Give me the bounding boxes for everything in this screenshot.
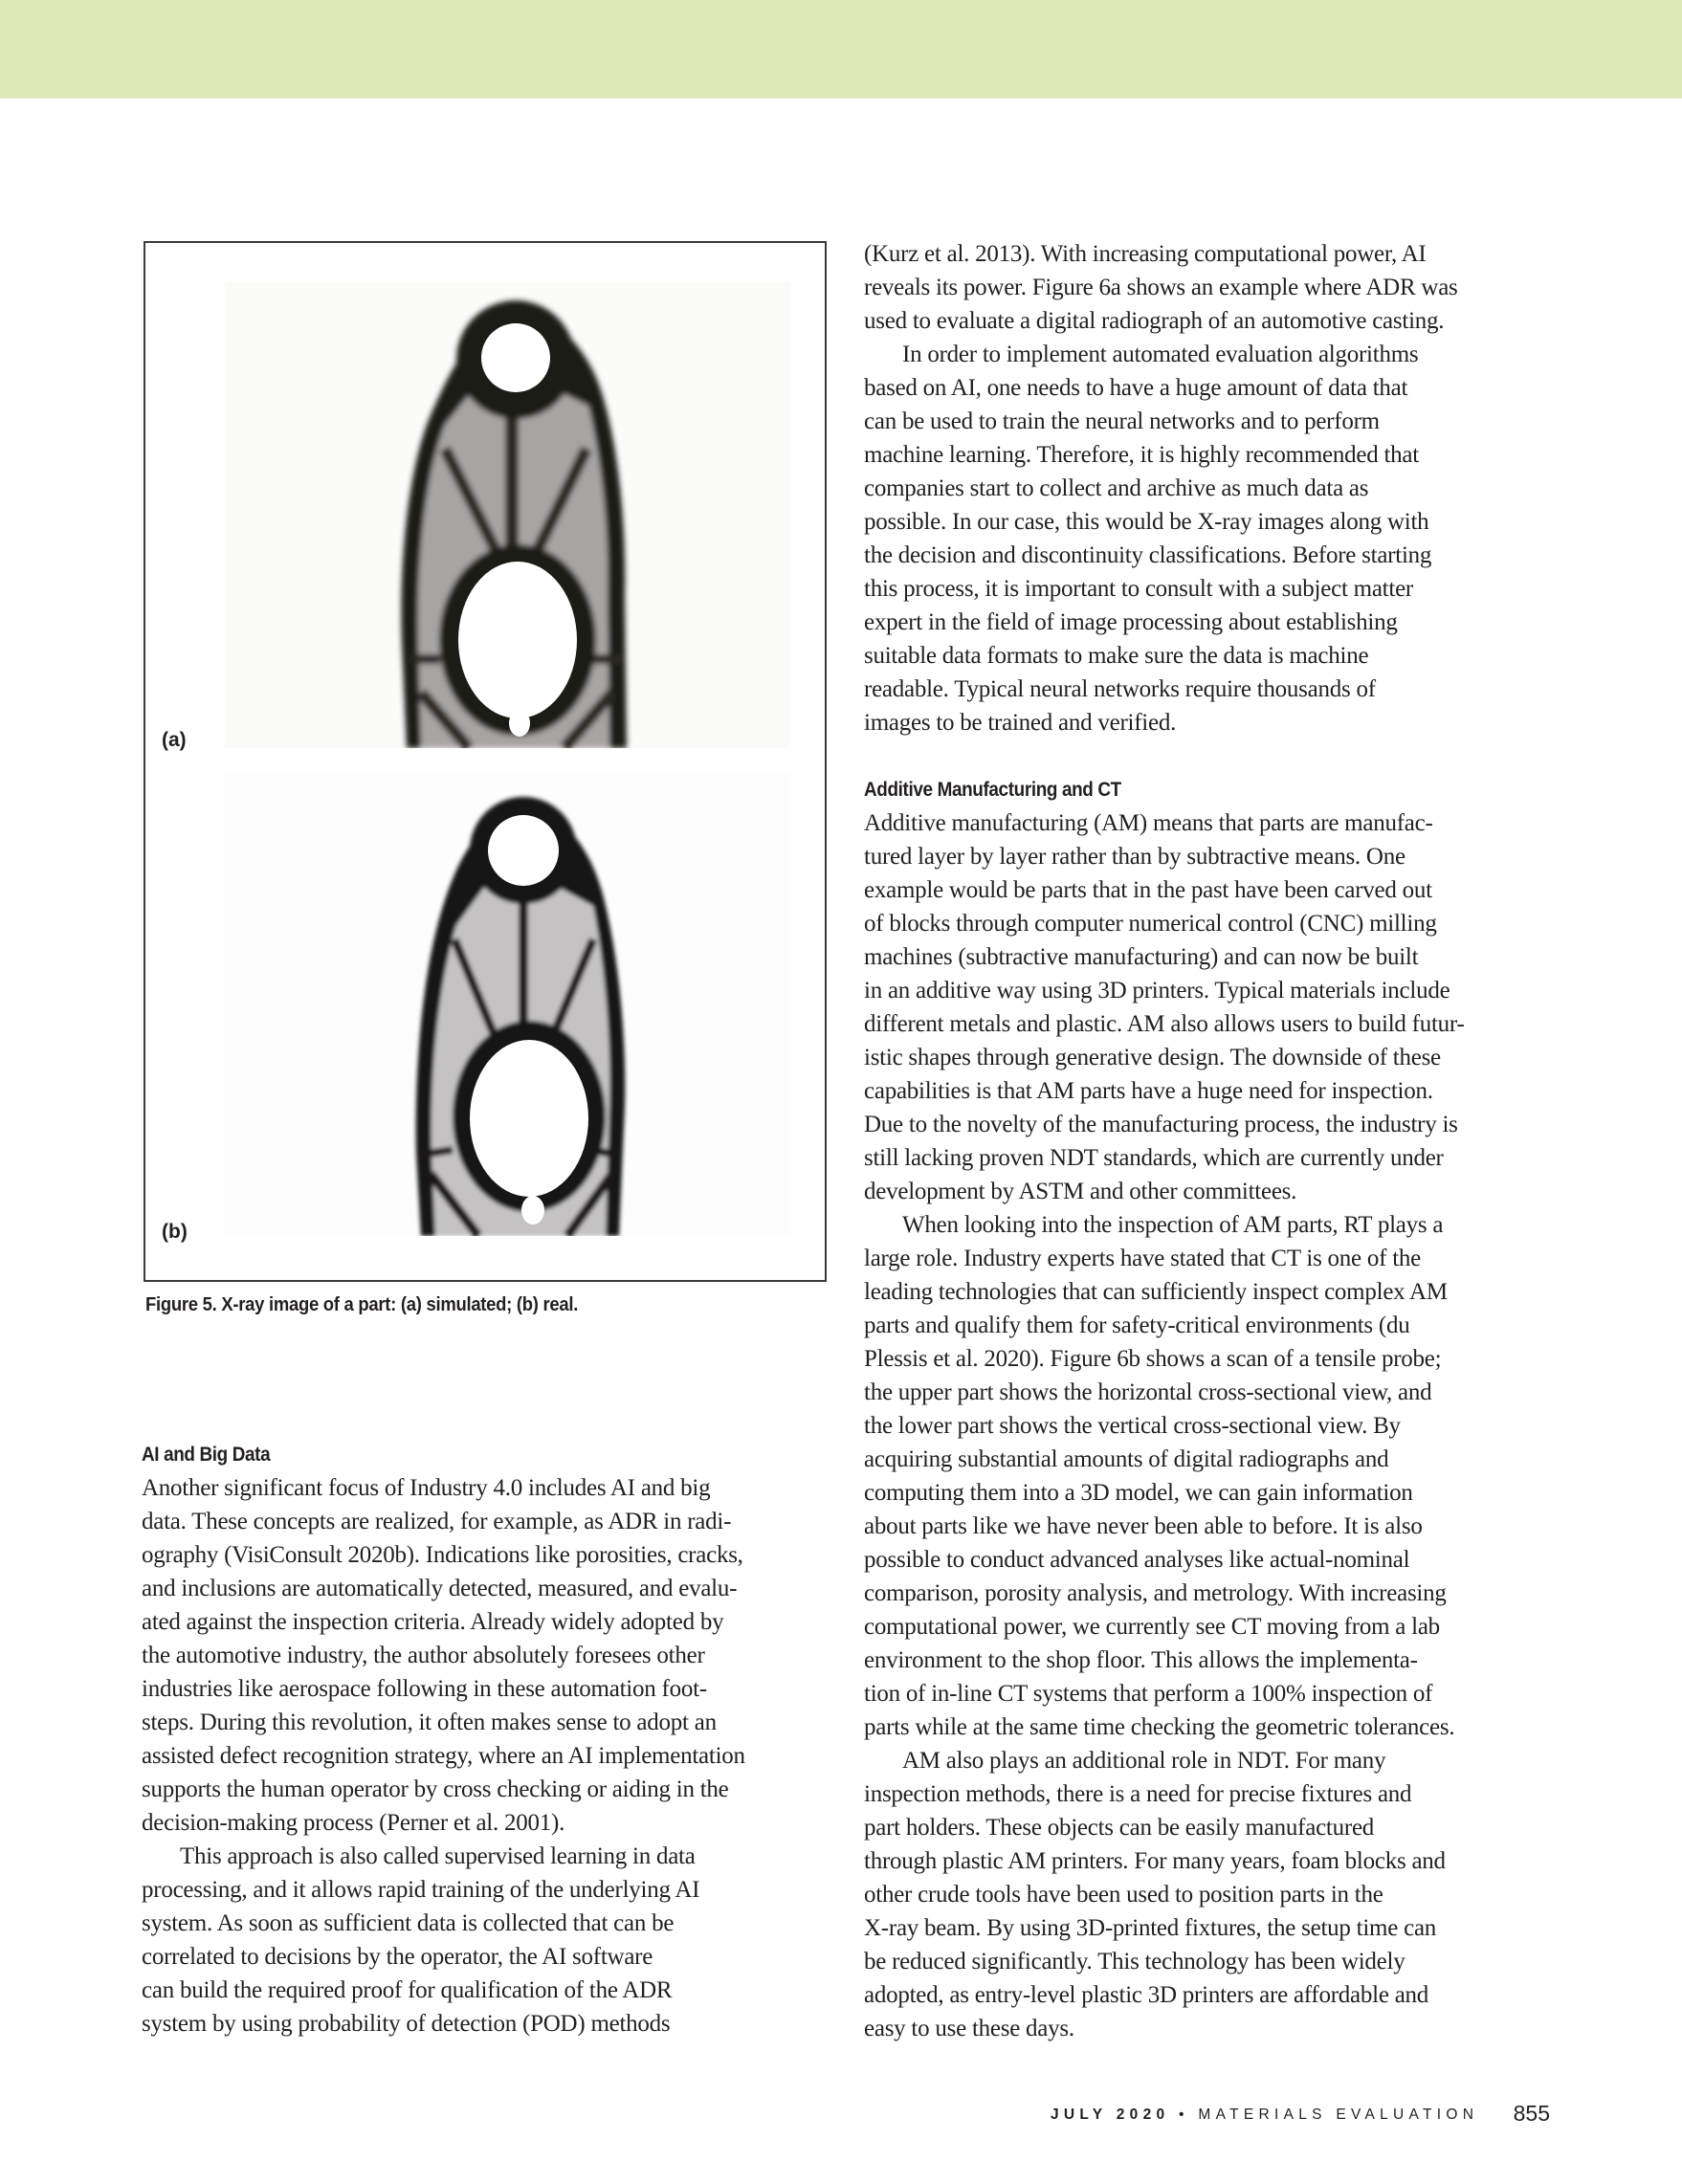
paragraph-continued: [864, 1242, 1553, 1744]
footer-journal-info: [1051, 2107, 1478, 2124]
text-line: Plessis et al. 2020). Figure 6b shows a scan of a tensile probe;: [864, 1346, 1442, 1372]
figure-panel-a-simulated-xray: [225, 281, 790, 748]
text-line: in an additive way using 3D printers. Typical materials include: [864, 978, 1450, 1004]
text-line: expert in the field of image processing about establishing: [864, 609, 1398, 635]
text-line: When looking into the inspection of AM parts, RT plays a: [902, 1212, 1444, 1238]
left-column: [142, 1438, 830, 2041]
text-line: assisted defect recognition strategy, where an AI implementation: [142, 1743, 745, 1769]
text-line: industries like aerospace following in these automation foot-: [142, 1676, 707, 1702]
text-line: leading technologies that can sufficiently inspect complex AM: [864, 1279, 1448, 1305]
footer-issue-date: JULY 2020: [1051, 2107, 1170, 2123]
text-line: processing, and it allows rapid training of the underlying AI: [142, 1877, 700, 1903]
text-line: example would be parts that in the past have been carved out: [864, 877, 1432, 903]
text-line: based on AI, one needs to have a huge amount of data that: [864, 375, 1408, 401]
figure-panel-b-real-xray: [225, 772, 790, 1236]
text-line: images to be trained and verified.: [864, 710, 1177, 736]
text-line: supports the human operator by cross checking or aiding in the: [142, 1776, 729, 1802]
text-line: system by using probability of detection (POD) methods: [142, 2011, 671, 2037]
text-line: part holders. These objects can be easily manufactured: [864, 1815, 1375, 1841]
text-line: other crude tools have been used to position parts in the: [864, 1882, 1383, 1908]
text-line: ography (VisiConsult 2020b). Indications like porosities, cracks,: [142, 1542, 743, 1568]
text-line: computational power, we currently see CT moving from a lab: [864, 1614, 1440, 1640]
text-line: comparison, porosity analysis, and metrology. With increasing: [864, 1580, 1447, 1606]
text-line: the decision and discontinuity classifications. Before starting: [864, 542, 1432, 568]
xray-part-image-b: [225, 772, 790, 1236]
text-line: possible. In our case, this would be X-ray images along with: [864, 509, 1429, 535]
text-line: acquiring substantial amounts of digital radiographs and: [864, 1446, 1389, 1472]
footer-journal-name: MATERIALS EVALUATION: [1198, 2107, 1479, 2123]
text-line: the lower part shows the vertical cross-sectional view. By: [864, 1413, 1401, 1439]
text-line: possible to conduct advanced analyses like actual-nominal: [864, 1547, 1410, 1573]
text-line: tured layer by layer rather than by subtractive means. One: [864, 844, 1405, 870]
text-line: different metals and plastic. AM also allows users to build futur-: [864, 1011, 1465, 1037]
text-line: environment to the shop floor. This allows the implementa-: [864, 1647, 1418, 1673]
text-line: this process, it is important to consult with a subject matter: [864, 576, 1413, 602]
section-heading-additive-manufacturing: Additive Manufacturing and CT: [864, 779, 1121, 801]
text-line: reveals its power. Figure 6a shows an example where ADR was: [864, 275, 1458, 300]
footer-bullet-separator: •: [1179, 2107, 1189, 2123]
text-line: system. As soon as sufficient data is collected that can be: [142, 1910, 675, 1936]
text-line: used to evaluate a digital radiograph of an automotive casting.: [864, 308, 1445, 334]
text-line: readable. Typical neural networks require thousands of: [864, 676, 1376, 702]
paragraph: [864, 237, 1553, 338]
text-line: machines (subtractive manufacturing) and can now be built: [864, 944, 1419, 970]
text-line: AM also plays an additional role in NDT. For many: [902, 1748, 1386, 1774]
header-color-band: [0, 0, 1682, 99]
text-line: inspection methods, there is a need for precise fixtures and: [864, 1781, 1412, 1807]
paragraph: [864, 806, 1553, 1208]
paragraph: [864, 338, 1553, 371]
text-line: parts while at the same time checking the geometric tolerances.: [864, 1714, 1455, 1740]
text-line: Due to the novelty of the manufacturing process, the industry is: [864, 1112, 1458, 1137]
paragraph: [864, 1744, 1553, 1777]
text-line: large role. Industry experts have stated that CT is one of the: [864, 1246, 1422, 1271]
text-line: computing them into a 3D model, we can gain information: [864, 1480, 1413, 1506]
text-line: correlated to decisions by the operator, the AI software: [142, 1944, 653, 1970]
text-line: This approach is also called supervised learning in data: [180, 1843, 696, 1869]
paragraph: [142, 1840, 830, 1873]
text-line: decision-making process (Perner et al. 2001).: [142, 1810, 565, 1836]
text-line: data. These concepts are realized, for example, as ADR in radi-: [142, 1509, 732, 1534]
text-line: the automotive industry, the author absolutely foresees other: [142, 1643, 705, 1668]
paragraph-continued: [142, 1873, 830, 2041]
text-line: of blocks through computer numerical control (CNC) milling: [864, 911, 1437, 937]
text-line: still lacking proven NDT standards, which are currently under: [864, 1145, 1444, 1171]
text-line: through plastic AM printers. For many years, foam blocks and: [864, 1848, 1446, 1874]
text-line: can build the required proof for qualification of the ADR: [142, 1977, 673, 2003]
text-line: steps. During this revolution, it often makes sense to adopt an: [142, 1710, 717, 1735]
text-line: X-ray beam. By using 3D-printed fixtures, the setup time can: [864, 1915, 1437, 1941]
paragraph-continued: [864, 371, 1553, 739]
text-line: easy to use these days.: [864, 2016, 1074, 2041]
text-line: Another significant focus of Industry 4.0 includes AI and big: [142, 1475, 711, 1501]
text-line: machine learning. Therefore, it is highly recommended that: [864, 442, 1419, 468]
page-number: 855: [1513, 2101, 1550, 2126]
figure-5-frame: [144, 241, 827, 1282]
paragraph: [864, 1208, 1553, 1242]
text-line: about parts like we have never been able to before. It is also: [864, 1513, 1423, 1539]
text-line: istic shapes through generative design. The downside of these: [864, 1045, 1441, 1070]
text-line: tion of in-line CT systems that perform a 100% inspection of: [864, 1681, 1433, 1707]
text-line: can be used to train the neural networks and to perform: [864, 408, 1380, 434]
text-line: (Kurz et al. 2013). With increasing computational power, AI: [864, 241, 1427, 267]
right-column: [864, 237, 1553, 2045]
text-line: and inclusions are automatically detected, measured, and evalu-: [142, 1576, 738, 1601]
text-line: Additive manufacturing (AM) means that parts are manufac-: [864, 810, 1433, 836]
text-line: parts and qualify them for safety-critical environments (du: [864, 1313, 1410, 1338]
text-line: be reduced significantly. This technology has been widely: [864, 1949, 1405, 1974]
text-line: companies start to collect and archive as much data as: [864, 475, 1369, 501]
text-line: suitable data formats to make sure the data is machine: [864, 643, 1369, 669]
text-line: the upper part shows the horizontal cross-sectional view, and: [864, 1379, 1432, 1405]
text-line: ated against the inspection criteria. Already widely adopted by: [142, 1609, 724, 1635]
text-line: capabilities is that AM parts have a huge need for inspection.: [864, 1078, 1433, 1104]
paragraph-continued: [864, 1777, 1553, 2045]
paragraph: [142, 1471, 830, 1840]
section-heading-ai-big-data: AI and Big Data: [142, 1444, 271, 1466]
figure-caption: Figure 5. X-ray image of a part: (a) simulated; (b) real.: [145, 1293, 579, 1315]
xray-part-image-a: [225, 281, 790, 748]
text-line: adopted, as entry-level plastic 3D printers are affordable and: [864, 1982, 1429, 2008]
text-line: development by ASTM and other committees.: [864, 1179, 1297, 1204]
text-line: In order to implement automated evaluation algorithms: [902, 342, 1419, 367]
page-footer: [1051, 2101, 1550, 2129]
panel-b-label: (b): [162, 1221, 188, 1243]
panel-a-label: (a): [162, 729, 187, 751]
